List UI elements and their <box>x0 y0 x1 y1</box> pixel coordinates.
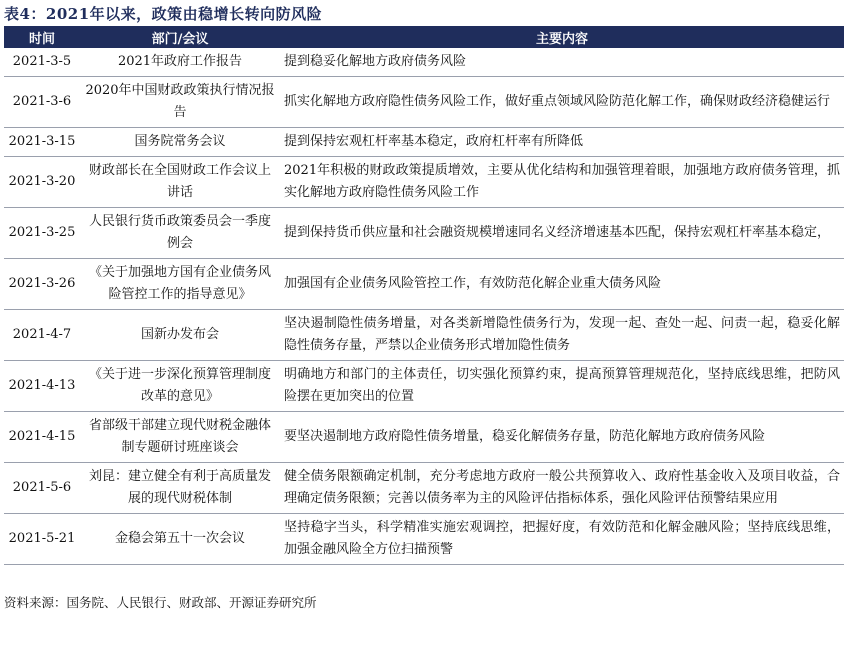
table-title: 表4：2021年以来，政策由稳增长转向防风险 <box>4 5 323 23</box>
header-time: 时间 <box>28 31 55 47</box>
policy-table <box>4 26 844 565</box>
table-row <box>4 412 844 463</box>
cell-time: 2021-5-6 <box>4 463 80 514</box>
cell-dept: 2020年中国财政政策执行情况报告 <box>80 77 280 128</box>
cell-content: 要坚决遏制地方政府隐性债务增量，稳妥化解债务存量，防范化解地方政府债务风险 <box>280 412 844 463</box>
cell-dept: 国务院常务会议 <box>80 128 280 157</box>
table-row <box>4 310 844 361</box>
cell-dept: 《关于加强地方国有企业债务风险管控工作的指导意见》 <box>80 259 280 310</box>
cell-content: 抓实化解地方政府隐性债务风险工作，做好重点领域风险防范化解工作，确保财政经济稳健运行 <box>280 77 844 128</box>
cell-content: 坚持稳字当头，科学精准实施宏观调控，把握好度，有效防范和化解金融风险；坚持底线思维，加强金融风险全方位扫描预警 <box>280 514 844 565</box>
table-body <box>4 48 844 565</box>
cell-time: 2021-3-26 <box>4 259 80 310</box>
source-note: 资料来源：国务院、人民银行、财政部、开源证券研究所 <box>4 595 317 610</box>
cell-content: 加强国有企业债务风险管控工作，有效防范化解企业重大债务风险 <box>280 259 844 310</box>
cell-dept: 人民银行货币政策委员会一季度例会 <box>80 208 280 259</box>
header-dept: 部门/会议 <box>151 31 209 47</box>
header-content: 主要内容 <box>535 31 588 47</box>
cell-time: 2021-5-21 <box>4 514 80 565</box>
table-row <box>4 259 844 310</box>
cell-time: 2021-4-7 <box>4 310 80 361</box>
cell-content: 提到保持货币供应量和社会融资规模增速同名义经济增速基本匹配，保持宏观杠杆率基本稳定， <box>280 208 844 259</box>
table-row <box>4 48 844 77</box>
table-row <box>4 77 844 128</box>
cell-time: 2021-3-20 <box>4 157 80 208</box>
cell-dept: 省部级干部建立现代财税金融体制专题研讨班座谈会 <box>80 412 280 463</box>
cell-dept: 财政部长在全国财政工作会议上讲话 <box>80 157 280 208</box>
cell-time: 2021-4-13 <box>4 361 80 412</box>
cell-dept: 刘昆：建立健全有利于高质量发展的现代财税体制 <box>80 463 280 514</box>
cell-content: 坚决遏制隐性债务增量，对各类新增隐性债务行为，发现一起、查处一起、问责一起，稳妥化解隐性债务存量，严禁以企业债务形式增加隐性债务 <box>280 310 844 361</box>
table-row <box>4 128 844 157</box>
table-row <box>4 514 844 565</box>
cell-content: 明确地方和部门的主体责任，切实强化预算约束，提高预算管理规范化，坚持底线思维，把防风险摆在更加突出的位置 <box>280 361 844 412</box>
cell-dept: 《关于进一步深化预算管理制度改革的意见》 <box>80 361 280 412</box>
cell-dept: 2021年政府工作报告 <box>80 48 280 77</box>
table-row <box>4 208 844 259</box>
cell-dept: 国新办发布会 <box>80 310 280 361</box>
cell-content: 健全债务限额确定机制，充分考虑地方政府一般公共预算收入、政府性基金收入及项目收益，合理确定债务限额；完善以债务率为主的风险评估指标体系，强化风险评估预警结果应用 <box>280 463 844 514</box>
table-header <box>4 26 844 48</box>
cell-content: 2021年积极的财政政策提质增效，主要从优化结构和加强管理着眼，加强地方政府债务管理，抓实化解地方政府隐性债务风险工作 <box>280 157 844 208</box>
cell-time: 2021-3-6 <box>4 77 80 128</box>
table-row <box>4 463 844 514</box>
table-row <box>4 361 844 412</box>
cell-time: 2021-3-15 <box>4 128 80 157</box>
cell-time: 2021-3-25 <box>4 208 80 259</box>
cell-time: 2021-3-5 <box>4 48 80 77</box>
table-row <box>4 157 844 208</box>
cell-dept: 金稳会第五十一次会议 <box>80 514 280 565</box>
cell-content: 提到保持宏观杠杆率基本稳定，政府杠杆率有所降低 <box>280 128 844 157</box>
cell-content: 提到稳妥化解地方政府债务风险 <box>280 48 844 77</box>
cell-time: 2021-4-15 <box>4 412 80 463</box>
